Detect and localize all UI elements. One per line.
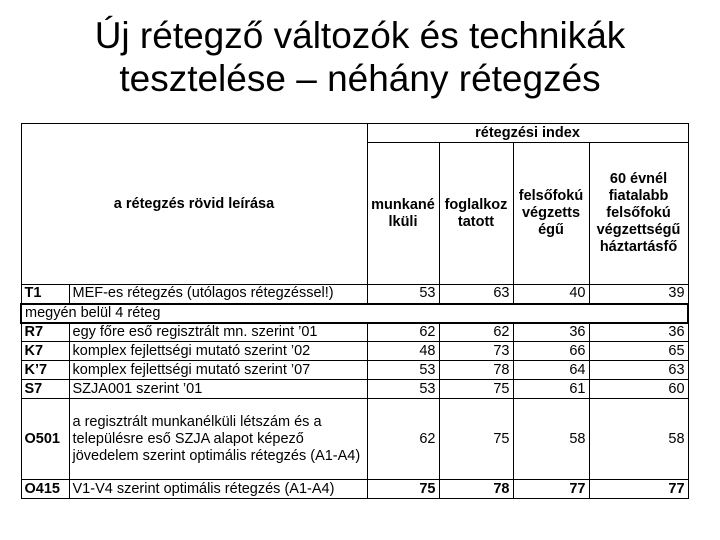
cell-foglalkoztatott: 75 [439,380,513,399]
title-line-1: Új rétegző változók és technikák [94,15,626,56]
index-header: rétegzési index [367,124,688,143]
title-line-2-rest: – néhány rétegzés [285,58,601,99]
row-description: a regisztrált munkanélküli létszám és a településre eső SZJA alapot képező jövedelem szerint optimális rétegzés (A1-A4) [69,399,367,480]
row-code: O501 [21,399,69,480]
col-header-munkanelkuli: munkané lküli [367,143,439,285]
row-code: O415 [21,480,69,499]
section-label: megyén belül 4 réteg [21,304,688,323]
table-row [21,380,688,399]
cell-felsofoku: 64 [513,361,589,380]
row-description: SZJA001 szerint ’01 [69,380,367,399]
cell-felsofoku: 77 [513,480,589,499]
row-description: egy főre eső regisztrált mn. szerint ’01 [69,323,367,342]
cell-haztartasfo: 39 [589,285,688,304]
cell-foglalkoztatott: 78 [439,480,513,499]
col-header-foglalkoztatott: foglalkoz tatott [439,143,513,285]
cell-munkanelkuli: 62 [367,399,439,480]
cell-foglalkoztatott: 78 [439,361,513,380]
table-row [21,361,688,380]
row-code: T1 [21,285,69,304]
title-line-2-bold: tesztelése [119,58,286,99]
cell-foglalkoztatott: 63 [439,285,513,304]
title-line-2 [119,58,600,99]
cell-haztartasfo: 58 [589,399,688,480]
cell-munkanelkuli: 48 [367,342,439,361]
cell-haztartasfo: 36 [589,323,688,342]
cell-foglalkoztatott: 62 [439,323,513,342]
cell-haztartasfo: 77 [589,480,688,499]
cell-haztartasfo: 63 [589,361,688,380]
cell-felsofoku: 58 [513,399,589,480]
table-row [21,480,688,499]
cell-foglalkoztatott: 73 [439,342,513,361]
row-code: K7 [21,342,69,361]
cell-felsofoku: 66 [513,342,589,361]
row-description: V1-V4 szerint optimális rétegzés (A1-A4) [69,480,367,499]
col-header-haztartasfo: 60 évnél fiatalabb felsőfokú végzettségű háztartásfő [589,143,688,285]
row-description: MEF-es rétegzés (utólagos rétegzéssel!) [69,285,367,304]
table-row [21,323,688,342]
row-code: K’7 [21,361,69,380]
row-code: S7 [21,380,69,399]
cell-felsofoku: 36 [513,323,589,342]
slide-title [0,14,720,100]
table-row [21,285,688,304]
cell-munkanelkuli: 53 [367,361,439,380]
col-header-felsofoku: felsőfokú végzetts égű [513,143,589,285]
cell-foglalkoztatott: 75 [439,399,513,480]
section-row [21,304,688,323]
cell-haztartasfo: 65 [589,342,688,361]
row-code: R7 [21,323,69,342]
cell-munkanelkuli: 62 [367,323,439,342]
stratification-table [20,123,689,499]
description-header: a rétegzés rövid leírása [21,124,367,285]
row-description: komplex fejlettségi mutató szerint ’02 [69,342,367,361]
cell-munkanelkuli: 53 [367,285,439,304]
cell-felsofoku: 61 [513,380,589,399]
table-row [21,342,688,361]
cell-haztartasfo: 60 [589,380,688,399]
cell-munkanelkuli: 75 [367,480,439,499]
cell-munkanelkuli: 53 [367,380,439,399]
cell-felsofoku: 40 [513,285,589,304]
table-row [21,399,688,480]
row-description: komplex fejlettségi mutató szerint ’07 [69,361,367,380]
